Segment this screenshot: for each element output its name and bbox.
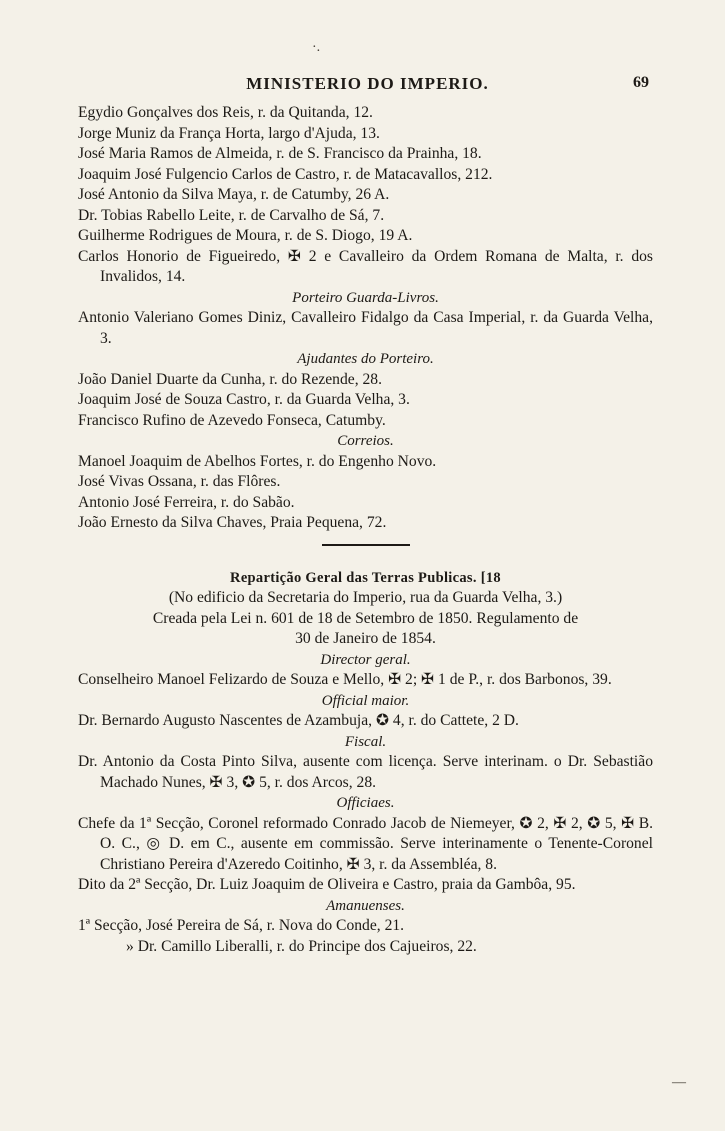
oficial-maior-entry: Dr. Bernardo Augusto Nascentes de Azambuja, ✪ 4, r. do Cattete, 2 D. bbox=[78, 712, 519, 729]
director-heading: Director geral. bbox=[320, 651, 411, 668]
correio-entry: João Ernesto da Silva Chaves, Praia Pequena, 72. bbox=[78, 514, 387, 531]
page-number: 69 bbox=[633, 74, 649, 91]
reparticao-title-note: [18 bbox=[480, 569, 501, 586]
staff-entry: Jorge Muniz da França Horta, largo d'Ajuda, 13. bbox=[78, 124, 380, 142]
staff-entry: José Antonio da Silva Maya, r. de Catumby, 26 A. bbox=[78, 186, 390, 203]
staff-entry: Joaquim José Fulgencio Carlos de Castro, r. de Matacavallos, 212. bbox=[78, 165, 493, 183]
reparticao-location: (No edificio da Secretaria do Imperio, rua da Guarda Velha, 3.) bbox=[168, 589, 563, 606]
amanuenses-heading: Amanuenses. bbox=[326, 897, 405, 914]
amanuense-entry: » Dr. Camillo Liberalli, r. do Principe dos Cajueiros, 22. bbox=[126, 937, 477, 955]
ajudante-entry: João Daniel Duarte da Cunha, r. do Rezende, 28. bbox=[78, 370, 382, 388]
amanuense-entry: 1ª Secção, José Pereira de Sá, r. Nova do Conde, 21. bbox=[78, 917, 405, 934]
ajudante-entry: Francisco Rufino de Azevedo Fonseca, Catumby. bbox=[78, 411, 386, 429]
fiscal-heading: Fiscal. bbox=[344, 733, 387, 750]
director-entry: Conselheiro Manoel Felizardo de Souza e Mello, ✠ 2; ✠ 1 de P., r. dos Barbonos, 39. bbox=[78, 671, 612, 688]
correio-entry: Antonio José Ferreira, r. do Sabão. bbox=[78, 493, 295, 511]
ajudantes-heading: Ajudantes do Porteiro. bbox=[297, 351, 434, 367]
staff-entry: José Maria Ramos de Almeida, r. de S. Francisco da Prainha, 18. bbox=[78, 145, 482, 162]
reparticao-creation-line1: Creada pela Lei n. 601 de 18 de Setembro de 1850. Regulamento de bbox=[152, 609, 579, 627]
reparticao-creation-line2: 30 de Janeiro de 1854. bbox=[295, 630, 436, 647]
reparticao-title bbox=[78, 568, 653, 589]
page-body bbox=[78, 103, 653, 957]
officiaes-entry: Dito da 2ª Secção, Dr. Luiz Joaquim de Oliveira e Castro, praia da Gambôa, 95. bbox=[78, 876, 576, 893]
margin-mark: ·. bbox=[312, 40, 321, 55]
staff-entry: Guilherme Rodrigues de Moura, r. de S. Diogo, 19 A. bbox=[78, 227, 413, 244]
reparticao-title-text: Repartição Geral das Terras Publicas. bbox=[230, 569, 477, 586]
section-divider bbox=[322, 544, 410, 546]
fiscal-entry: Dr. Antonio da Costa Pinto Silva, ausente com licença. Serve interinam. o Dr. Sebastião Machado Nunes, ✠ 3, ✪ 5, r. dos Arcos, 28. bbox=[78, 753, 653, 791]
margin-mark: — bbox=[672, 1075, 686, 1090]
correio-entry: Manoel Joaquim de Abelhos Fortes, r. do Engenho Novo. bbox=[78, 452, 437, 470]
correio-entry: José Vivas Ossana, r. das Flôres. bbox=[78, 473, 281, 490]
staff-entry: Dr. Tobias Rabello Leite, r. de Carvalho de Sá, 7. bbox=[78, 206, 385, 224]
officiaes-heading: Officiaes. bbox=[336, 795, 395, 811]
staff-entry: Carlos Honorio de Figueiredo, ✠ 2 e Cavalleiro da Ordem Romana de Malta, r. dos Invalidos, 14. bbox=[78, 247, 653, 285]
page-header-title: MINISTERIO DO IMPERIO. bbox=[246, 74, 489, 93]
staff-entry: Egydio Gonçalves dos Reis, r. da Quitanda, 12. bbox=[78, 104, 373, 121]
oficial-maior-heading: Official maior. bbox=[321, 692, 410, 709]
porteiro-heading: Porteiro Guarda-Livros. bbox=[292, 289, 439, 306]
ajudante-entry: Joaquim José de Souza Castro, r. da Guarda Velha, 3. bbox=[78, 391, 410, 408]
officiaes-entry: Chefe da 1ª Secção, Coronel reformado Conrado Jacob de Niemeyer, ✪ 2, ✠ 2, ✪ 5, ✠ B. O. C., ◎ D. em C., ausente em commissão. Serve interinamente o Tenente-Coronel Christiano Pereira d'Azeredo Coitinho, ✠ 3, r. da Assembléa, 8. bbox=[78, 814, 653, 873]
porteiro-entry: Antonio Valeriano Gomes Diniz, Cavalleiro Fidalgo da Casa Imperial, r. da Guarda Velha, 3. bbox=[78, 309, 653, 347]
correios-heading: Correios. bbox=[337, 433, 394, 449]
